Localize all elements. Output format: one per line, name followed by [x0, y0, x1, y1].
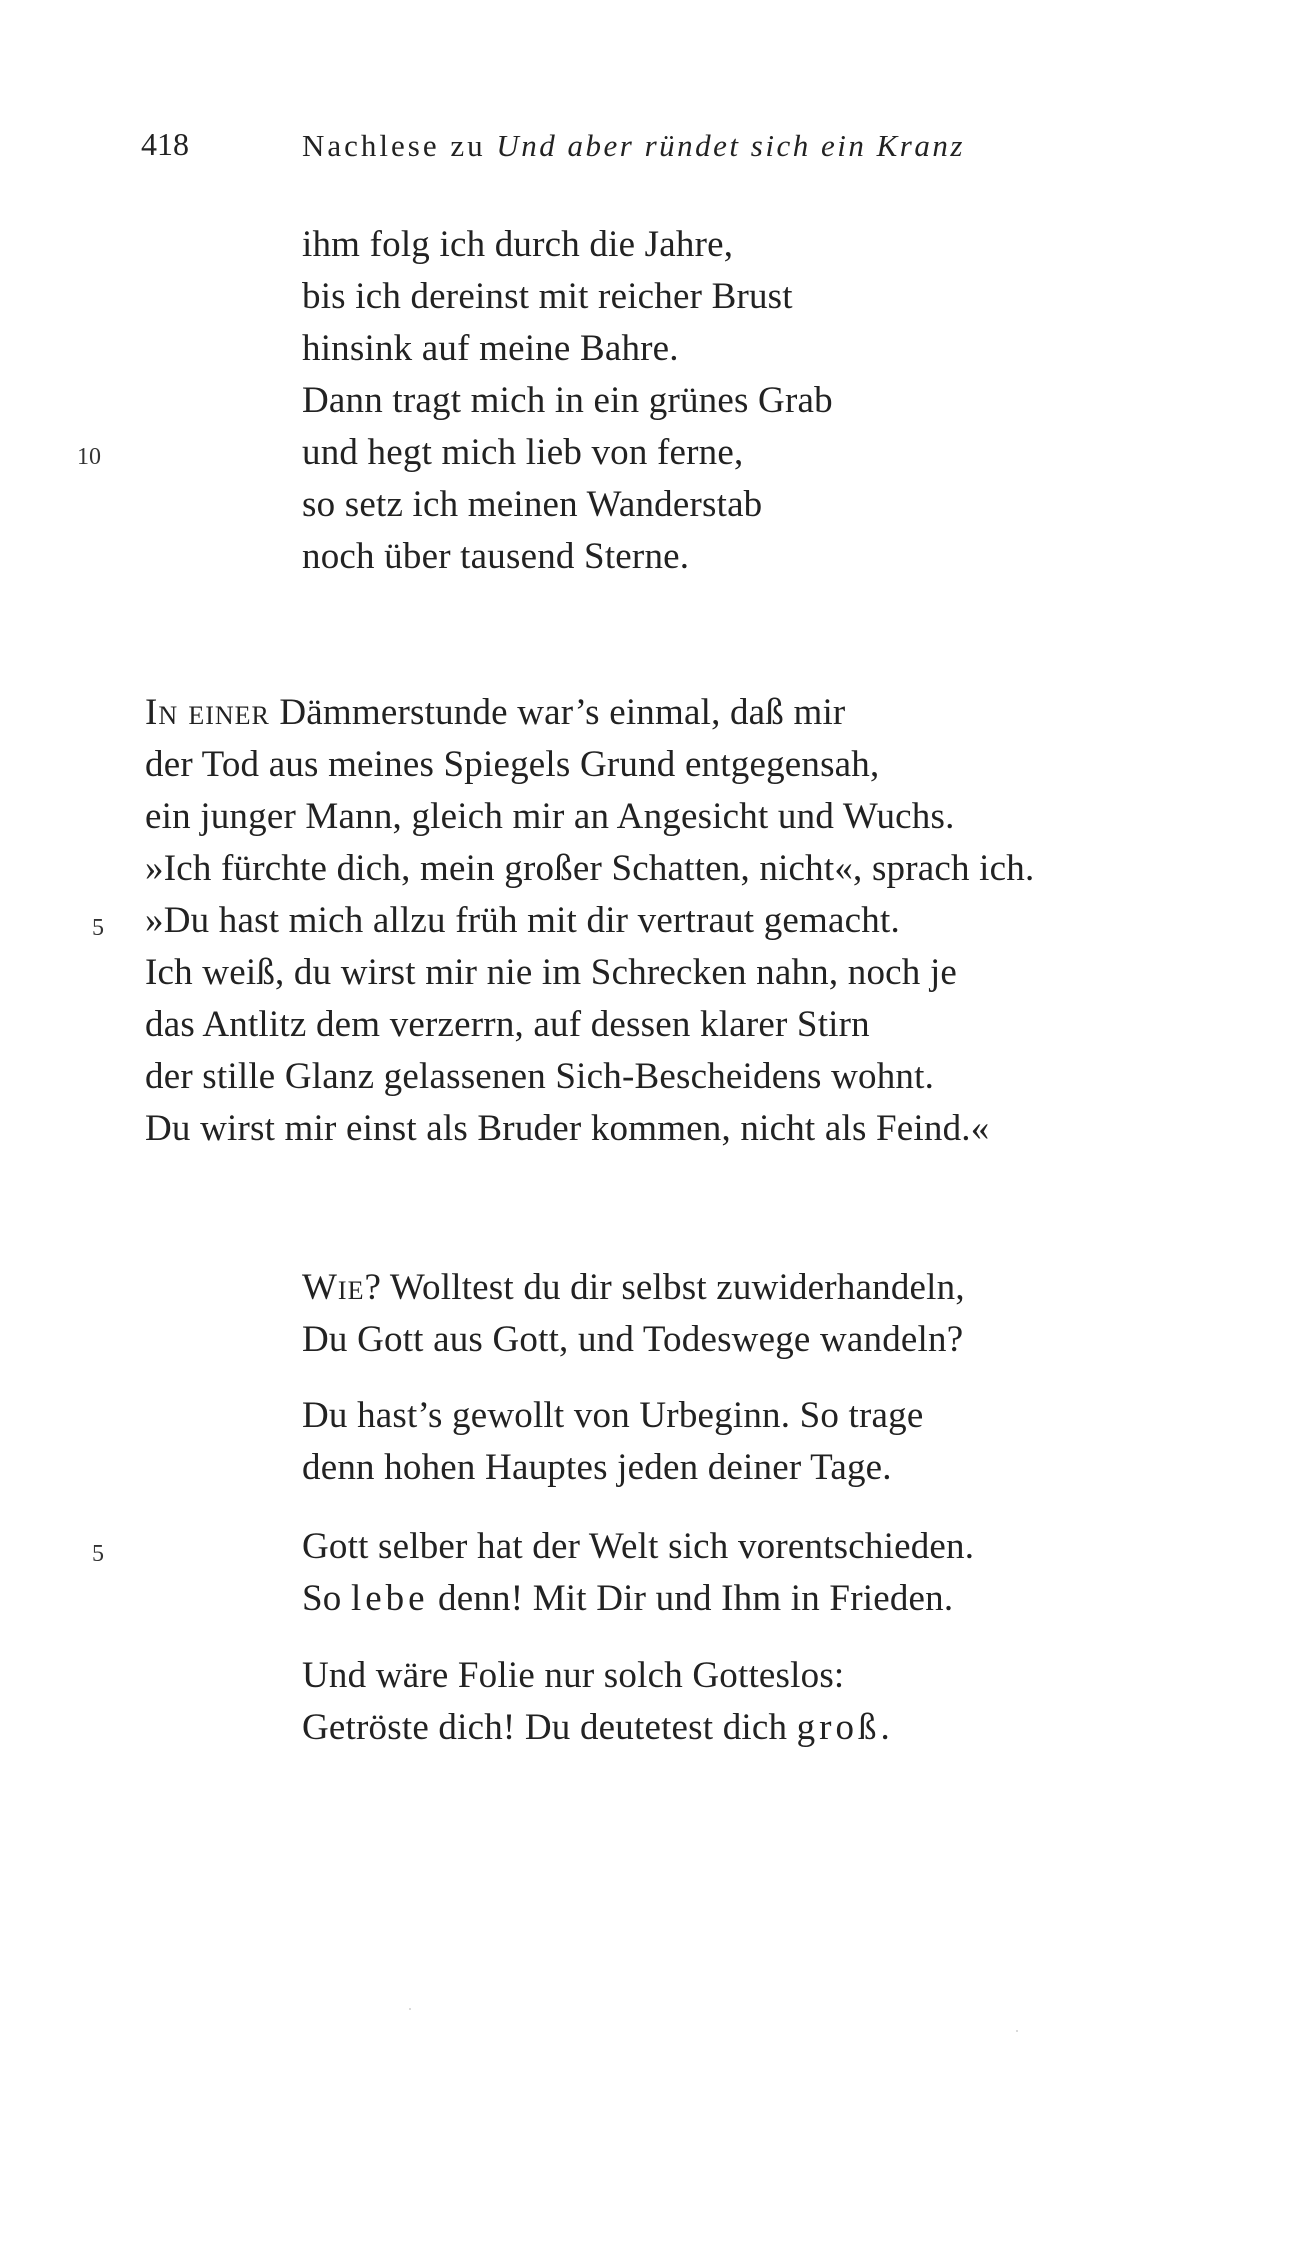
verse-line: der stille Glanz gelassenen Sich-Bescheidens wohnt. — [145, 1056, 935, 1097]
verse-line: Gott selber hat der Welt sich vorentschieden. — [302, 1526, 975, 1567]
scan-speck — [409, 2008, 411, 2010]
verse-line — [145, 694, 845, 731]
verse-line: ein junger Mann, gleich mir an Angesicht und Wuchs. — [145, 796, 955, 837]
verse-line: und hegt mich lieb von ferne, — [302, 432, 744, 473]
verse-text: ? Wolltest du dir selbst zuwiderhandeln, — [364, 1267, 965, 1308]
running-title — [302, 130, 965, 161]
verse-line: so setz ich meinen Wanderstab — [302, 484, 763, 525]
verse-text: So — [302, 1578, 351, 1619]
verse-line: hinsink auf meine Bahre. — [302, 328, 679, 369]
verse-line: Dann tragt mich in ein grünes Grab — [302, 380, 833, 421]
scan-speck — [1016, 2030, 1018, 2032]
verse-line — [302, 1709, 894, 1746]
line-number: 5 — [92, 915, 104, 941]
verse-line — [302, 1269, 965, 1306]
line-number: 10 — [77, 444, 101, 470]
verse-line: »Ich fürchte dich, mein großer Schatten, nicht«, sprach ich. — [145, 848, 1035, 889]
verse-line: bis ich dereinst mit reicher Brust — [302, 276, 793, 317]
verse-line: das Antlitz dem verzerrn, auf dessen klarer Stirn — [145, 1004, 870, 1045]
incipit-smallcaps: Wie — [302, 1267, 365, 1308]
verse-line — [302, 1580, 953, 1617]
verse-line: ihm folg ich durch die Jahre, — [302, 224, 734, 265]
verse-line: Ich weiß, du wirst mir nie im Schrecken nahn, noch je — [145, 952, 958, 993]
page-number: 418 — [141, 126, 189, 162]
running-title-work: Und aber ründet sich ein Kranz — [496, 128, 965, 163]
verse-line: »Du hast mich allzu früh mit dir vertraut gemacht. — [145, 900, 900, 941]
verse-line: Und wäre Folie nur solch Gotteslos: — [302, 1655, 845, 1696]
verse-text: Getröste dich! Du deutetest dich — [302, 1707, 797, 1748]
line-number: 5 — [92, 1541, 104, 1567]
verse-text-spaced: lebe — [350, 1578, 429, 1619]
verse-text: Dämmerstunde war’s einmal, daß mir — [269, 692, 846, 733]
verse-line: denn hohen Hauptes jeden deiner Tage. — [302, 1447, 892, 1488]
verse-line: Du hast’s gewollt von Urbeginn. So trage — [302, 1395, 924, 1436]
running-title-prefix: Nachlese zu — [302, 128, 486, 163]
verse-line: der Tod aus meines Spiegels Grund entgegensah, — [145, 744, 880, 785]
verse-line: Du Gott aus Gott, und Todeswege wandeln? — [302, 1319, 964, 1360]
verse-text-spaced: groß. — [796, 1707, 894, 1748]
incipit-smallcaps: In einer — [145, 692, 270, 733]
verse-text: denn! Mit Dir und Ihm in Frieden. — [428, 1578, 954, 1619]
verse-line: noch über tausend Sterne. — [302, 536, 690, 577]
verse-line: Du wirst mir einst als Bruder kommen, nicht als Feind.« — [145, 1108, 990, 1149]
